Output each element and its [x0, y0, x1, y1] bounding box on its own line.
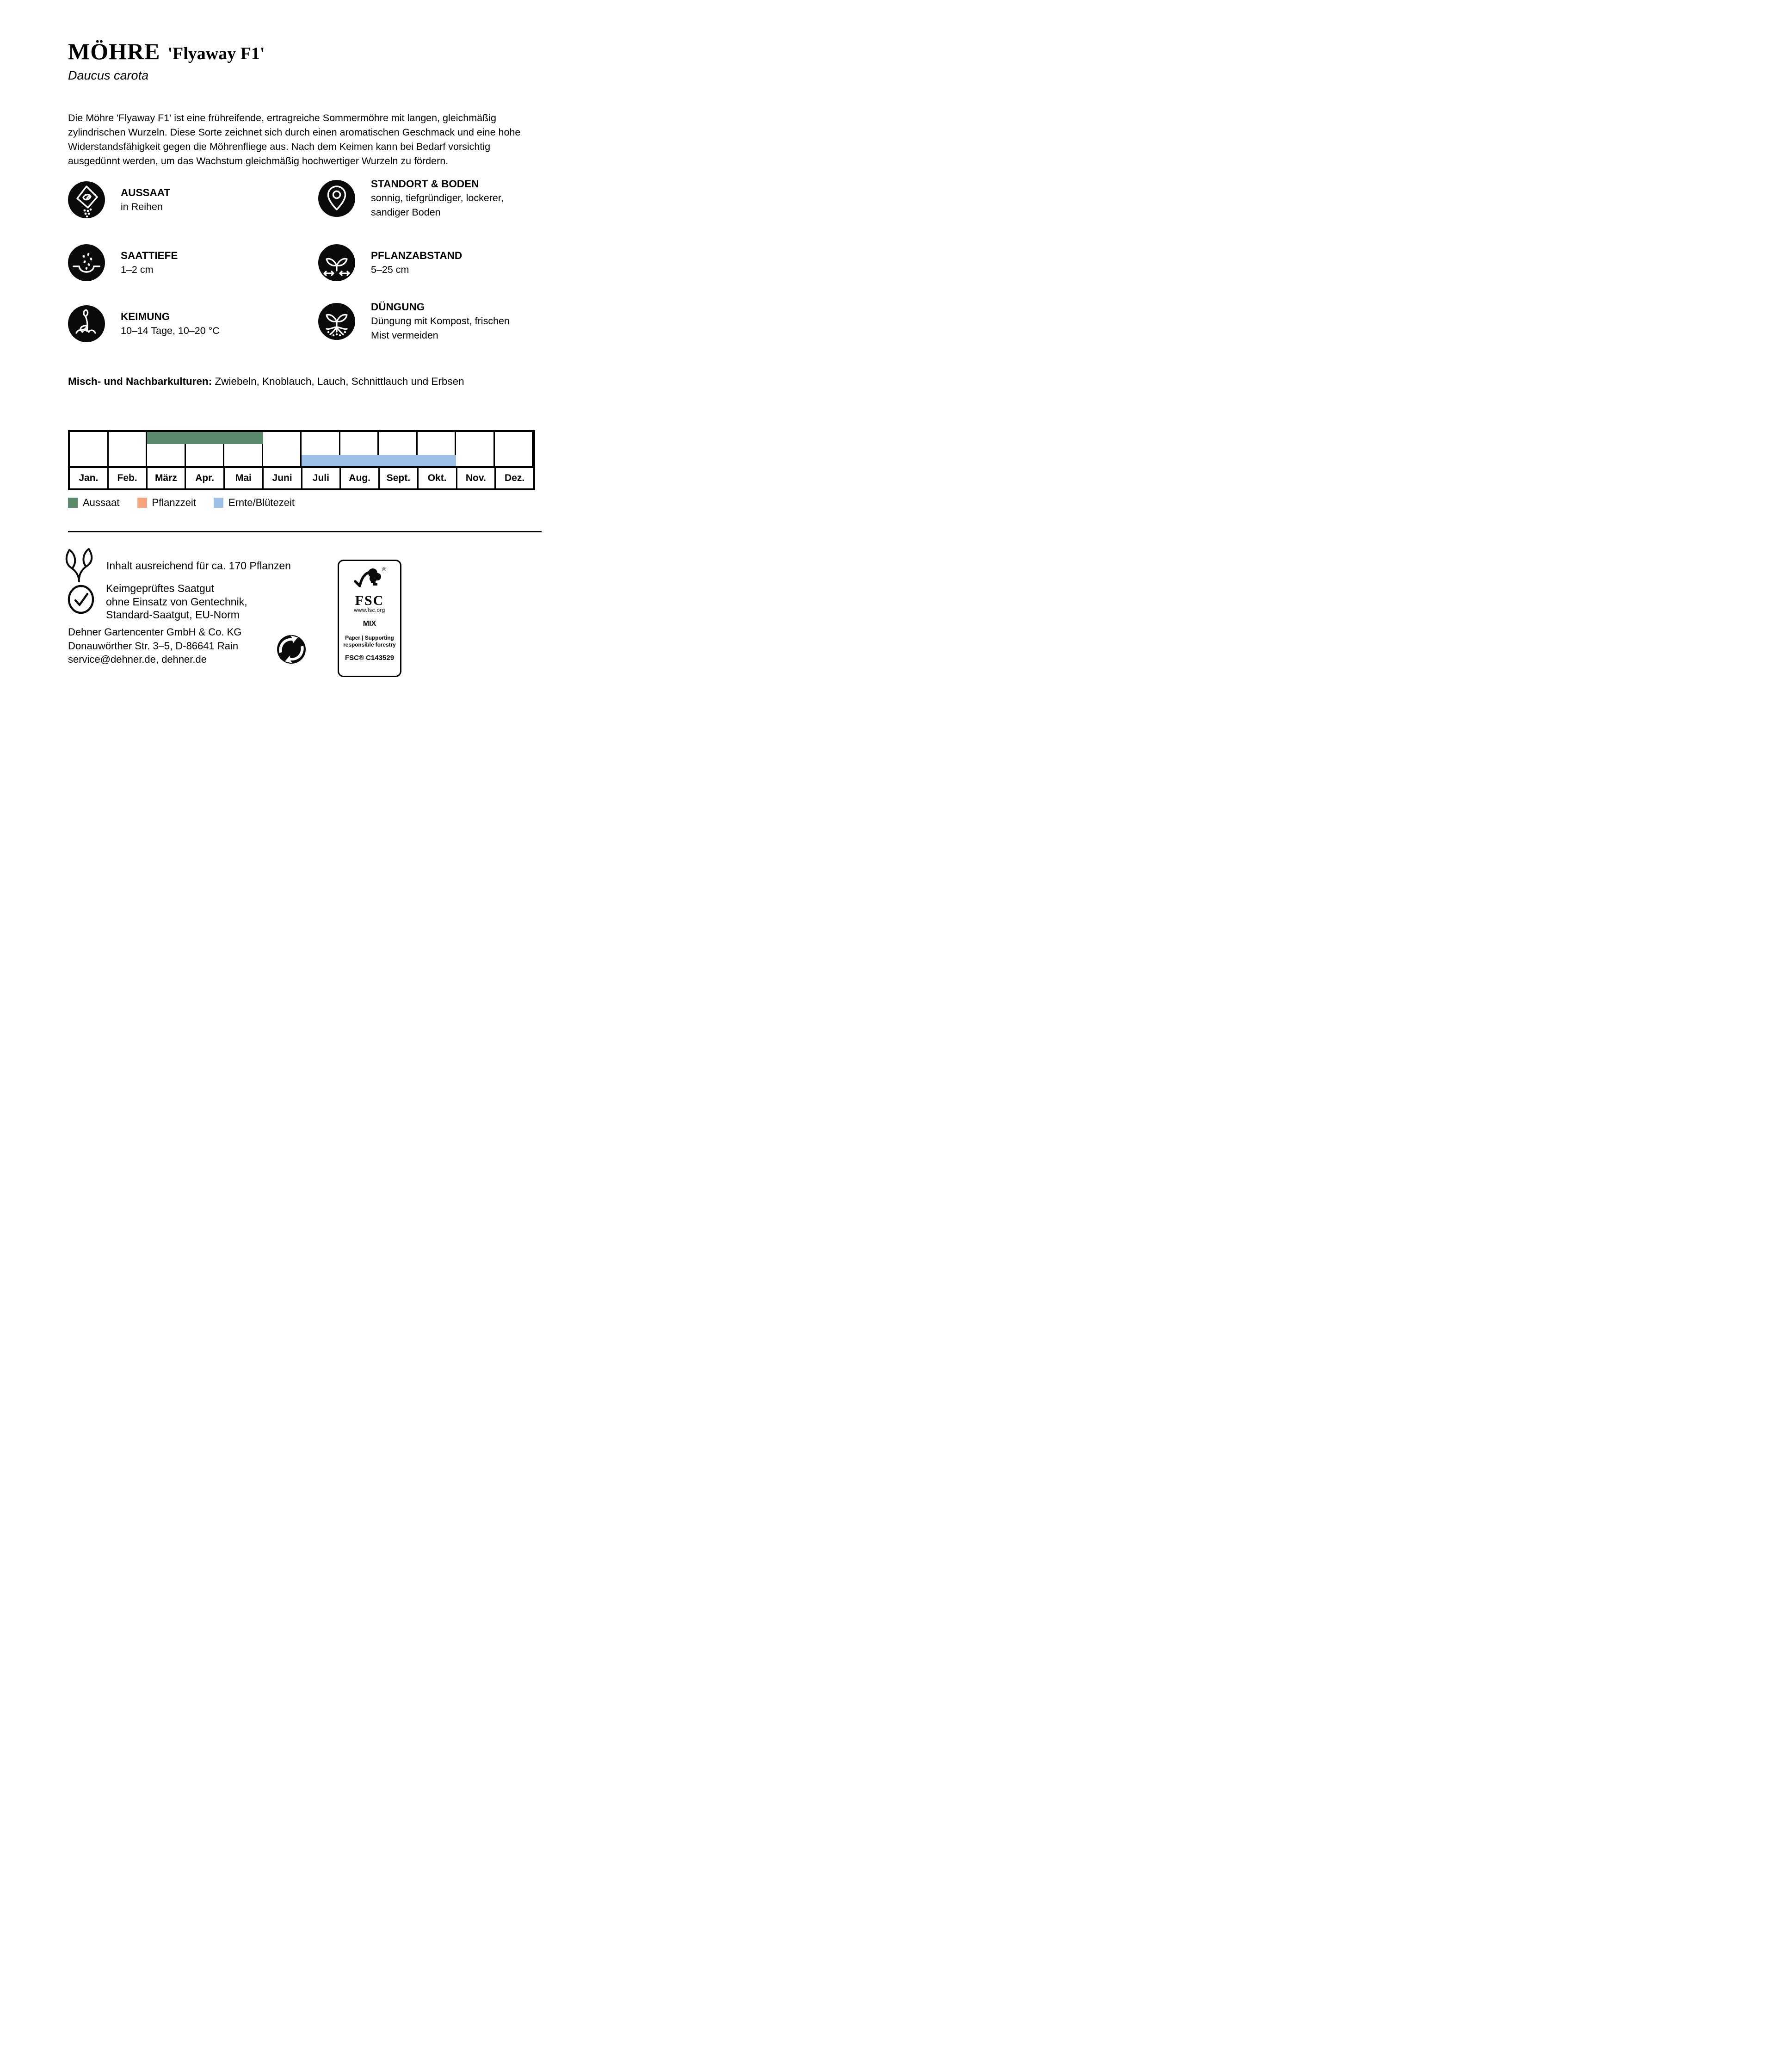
fsc-label	[338, 560, 401, 677]
calendar-cell	[109, 432, 148, 466]
month-cell: Dez.	[505, 473, 525, 483]
info-value: in Reihen	[121, 201, 163, 212]
divider-rule	[68, 531, 542, 532]
text-line: Standard-Saatgut, EU-Norm	[106, 609, 240, 621]
month-cell: Aug.	[341, 468, 380, 488]
calendar-bar-row	[70, 432, 533, 466]
calendar-month-row	[70, 466, 533, 488]
check-circle-icon	[67, 584, 95, 615]
fsc-description	[343, 635, 395, 648]
info-pflanzabstand	[318, 244, 462, 281]
info-saattiefe	[68, 244, 178, 281]
fsc-grade: MIX	[363, 620, 376, 628]
month-cell: Okt.	[419, 468, 457, 488]
calendar-bar-ernte-bl-tezeit	[302, 455, 456, 466]
info-value: 1–2 cm	[121, 264, 154, 275]
month-cell: Sept.	[380, 468, 419, 488]
fsc-wordmark: FSC	[355, 593, 384, 608]
legend-swatch	[214, 498, 223, 508]
text-line: Dehner Gartencenter GmbH & Co. KG	[68, 626, 242, 638]
plant-spacing-icon	[318, 244, 355, 281]
info-title: PFLANZABSTAND	[371, 250, 462, 261]
seed-depth-icon	[68, 244, 105, 281]
content-amount: Inhalt ausreichend für ca. 170 Pflanzen	[106, 559, 291, 572]
info-texts	[371, 300, 524, 343]
calendar-cell	[495, 432, 534, 466]
variety-name: 'Flyaway F1'	[167, 44, 265, 63]
companion-label: Misch- und Nachbarkulturen:	[68, 376, 212, 387]
legend-swatch	[68, 498, 78, 508]
text-line: Keimgeprüftes Saatgut	[106, 582, 214, 594]
month-cell: Juli	[302, 468, 341, 488]
calendar-cell	[263, 432, 302, 466]
info-value: 5–25 cm	[371, 264, 409, 275]
plant-name: MÖHRE	[68, 38, 160, 64]
legend-label: Aussaat	[83, 497, 120, 508]
info-texts	[371, 177, 533, 220]
location-pin-icon	[318, 180, 355, 217]
info-duengung	[318, 300, 524, 343]
month-cell: Apr.	[186, 468, 225, 488]
month-cell: März	[148, 468, 186, 488]
text-line: Donauwörther Str. 3–5, D-86641 Rain	[68, 640, 239, 652]
month-cell: Jan.	[70, 468, 109, 488]
month-cell: Mai	[225, 468, 264, 488]
legend-label: Ernte/Blütezeit	[228, 497, 295, 508]
info-value: Düngung mit Kompost, frischen Mist vermeiden	[371, 315, 510, 341]
manufacturer-address	[68, 625, 241, 666]
legend-item	[214, 497, 295, 509]
companion-text: Zwiebeln, Knoblauch, Lauch, Schnittlauch und Erbsen	[215, 376, 464, 387]
fertilizer-roots-icon	[318, 303, 355, 340]
month-cell: Nov.	[457, 468, 496, 488]
legend-item	[68, 497, 120, 509]
info-aussaat	[68, 181, 170, 218]
info-title: AUSSAAT	[121, 187, 171, 198]
month-cell: Feb.	[109, 468, 148, 488]
info-texts	[371, 248, 462, 277]
fsc-license-code: FSC® C143529	[345, 654, 395, 662]
seed-packet-back	[0, 0, 620, 723]
info-title: KEIMUNG	[121, 311, 170, 322]
page-title	[68, 38, 265, 65]
green-dot-recycling-icon	[277, 635, 306, 664]
info-texts	[121, 309, 220, 338]
legend-label: Pflanzzeit	[152, 497, 196, 508]
text-line: service@dehner.de, dehner.de	[68, 654, 207, 665]
info-standort	[318, 177, 533, 220]
sowing-calendar	[68, 430, 535, 490]
info-value: 10–14 Tage, 10–20 °C	[121, 325, 220, 336]
fsc-desc-line2: responsible forestry	[343, 641, 396, 648]
content-row	[62, 547, 291, 584]
info-texts	[121, 185, 170, 214]
info-title: SAATTIEFE	[121, 250, 178, 261]
germination-icon	[68, 305, 105, 342]
botanical-name: Daucus carota	[68, 68, 149, 82]
description-paragraph: Die Möhre 'Flyaway F1' ist eine frühreifende, ertragreiche Sommermöhre mit langen, gleichmäßig zylindrischen Wurzeln. Diese Sorte zeichnet sich durch einen aromatischen Geschmack und eine hohe Widerstandsfähigkeit gegen die Möhrenfliege aus. Nach dem Keimen kann bei Bedarf vorsichtig ausgedünnt werden, um das Wachstum gleichmäßig hochwertiger Wurzeln zu fördern.	[68, 112, 521, 166]
info-title: STANDORT & BODEN	[371, 178, 479, 190]
legend-item	[137, 497, 196, 509]
calendar-cell	[456, 432, 495, 466]
fsc-tree-icon	[352, 566, 388, 594]
calendar-cell	[70, 432, 109, 466]
leaves-icon	[62, 547, 97, 584]
text-line: ohne Einsatz von Gentechnik,	[106, 595, 247, 608]
info-keimung	[68, 305, 220, 342]
month-cell: Juni	[264, 468, 302, 488]
calendar-legend	[68, 497, 295, 509]
fsc-desc-line1: Paper | Supporting	[345, 635, 394, 641]
info-title: DÜNGUNG	[371, 301, 425, 313]
info-texts	[121, 248, 178, 277]
calendar-bar-aussaat	[147, 432, 263, 444]
quality-row	[67, 582, 247, 622]
legend-swatch	[137, 498, 147, 508]
quality-statement	[106, 582, 247, 622]
fsc-url: www.fsc.org	[354, 608, 385, 613]
registered-mark: ®	[382, 566, 386, 573]
info-value: sonnig, tiefgründiger, lockerer, sandiger Boden	[371, 192, 504, 218]
seed-packet-icon	[68, 181, 105, 218]
companion-plants-line	[68, 376, 586, 388]
